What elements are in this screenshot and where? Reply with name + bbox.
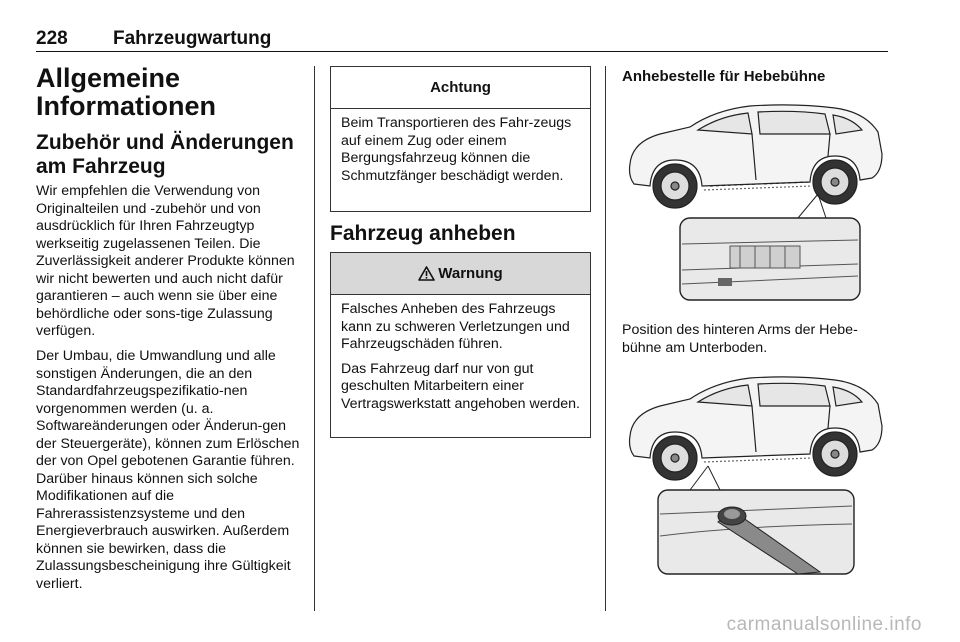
caution-text: Beim Transportieren des Fahr-zeugs auf einem Zug oder einem Bergungsfahrzeug können die Schmutzfänger beschädigt werden.	[341, 115, 572, 184]
caution-title: Achtung	[331, 67, 590, 109]
lift-heading: Fahrzeug anheben	[330, 222, 516, 245]
paragraph-1: Wir empfehlen die Verwendung von Originalteilen und -zubehör und von ausdrücklich für Ihren Fahrzeugtyp werkseitig zugelassenen Teilen. Die Zuverlässigkeit anderer Produkte können wir nicht bewerten und auch nicht dafür garantieren – auch wenn sie über eine behördliche oder sons-tige Zulassung verfügen.	[36, 183, 295, 339]
column-divider-1	[314, 66, 315, 611]
warning-box	[330, 252, 591, 438]
page-number: 228	[36, 28, 68, 49]
sub-heading: Zubehör und Änderungen am Fahrzeug	[36, 131, 294, 178]
section-title: Fahrzeugwartung	[113, 28, 272, 49]
warning-paragraph-2: Das Fahrzeug darf nur von gut geschulten Mitarbeitern einer Vertragswerkstatt angehoben werden.	[341, 360, 580, 412]
car-rear-lift-point-illustration	[620, 94, 888, 306]
paragraph-2: Der Umbau, die Umwandlung und alle sonstigen Änderungen, die an den Standardfahrzeugspezifikatio-nen vorgenommen werden (u. a. Softwareänderungen oder Änderun-gen der Steuergeräte), können zum Erlöschen der von Opel gebotenen Garantie führen. Darüber hinaus können sich solche Modifikationen auf die Fahrerassistenzsysteme und den Energieverbrauch auswirken. Außerdem können sie bewirken, dass die Zulassungsbescheinigung ihre Gültigkeit verliert.	[36, 348, 300, 592]
main-heading: Allgemeine Informationen	[36, 63, 216, 121]
lift-point-heading: Anhebestelle für Hebebühne	[622, 68, 826, 85]
header-rule	[36, 51, 888, 52]
warning-header	[331, 253, 590, 295]
warning-paragraph-1: Falsches Anheben des Fahrzeugs kann zu schweren Verletzungen und Fahrzeugschäden führen.	[341, 301, 570, 352]
watermark: carmanualsonline.info	[726, 614, 922, 635]
column-divider-2	[605, 66, 606, 611]
car-lift-arm-illustration	[620, 366, 888, 578]
lift-point-caption: Position des hinteren Arms der Hebe-bühne am Unterboden.	[622, 322, 858, 356]
warning-title: Warnung	[438, 265, 503, 282]
caution-box	[330, 66, 591, 212]
warning-triangle-icon	[418, 266, 435, 281]
